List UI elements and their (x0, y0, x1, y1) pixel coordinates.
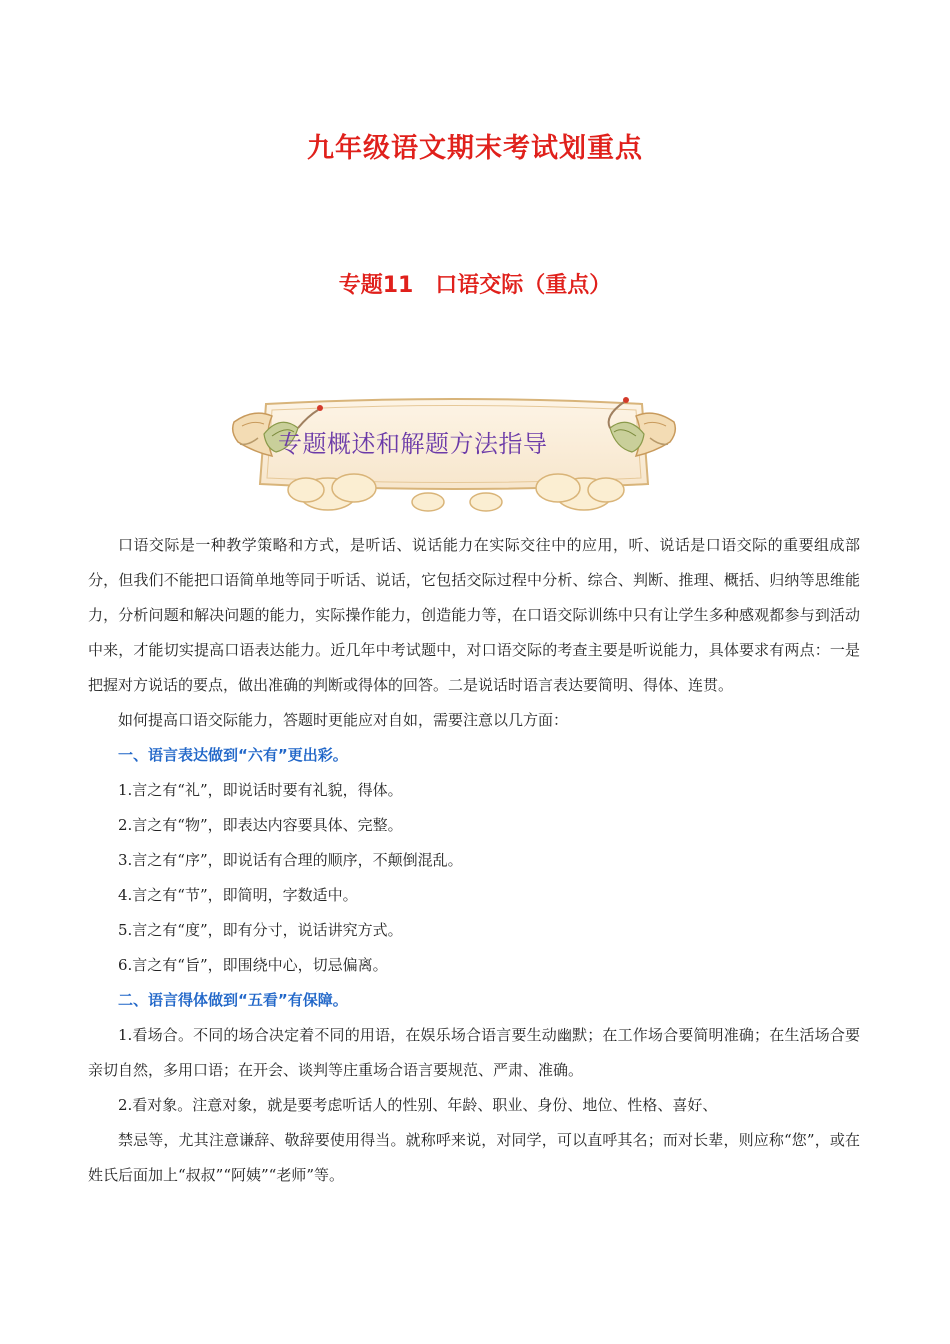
section-banner (228, 386, 680, 518)
section2-item-1: 1.看场合。不同的场合决定着不同的用语，在娱乐场合语言要生动幽默；在工作场合要简明准确；在生活场合要亲切自然，多用口语；在开会、谈判等庄重场合语言要规范、严肃、准确。 (88, 1026, 860, 1079)
topic-title: 专题11 口语交际（重点） (338, 273, 612, 298)
document-body (88, 528, 860, 1193)
section-heading-1: 一、语言表达做到“六有”更出彩。 (118, 746, 348, 764)
section2-item-2-line1: 2.看对象。注意对象，就是要考虑听话人的性别、年龄、职业、身份、地位、性格、喜好、 (118, 1096, 718, 1114)
list-item: 2.言之有“物”，即表达内容要具体、完整。 (118, 816, 403, 834)
section2-item-2-line2: 禁忌等，尤其注意谦辞、敬辞要使用得当。就称呼来说，对同学，可以直呼其名；而对长辈，则应称“您”，或在姓氏后面加上“叔叔”“阿姨”“老师”等。 (88, 1131, 860, 1184)
list-item: 5.言之有“度”，即有分寸，说话讲究方式。 (118, 921, 403, 939)
section-heading-2: 二、语言得体做到“五看”有保障。 (118, 991, 348, 1009)
list-item: 6.言之有“旨”，即围绕中心，切忌偏离。 (118, 956, 388, 974)
lead-paragraph: 如何提高口语交际能力，答题时更能应对自如，需要注意以几方面： (118, 711, 569, 729)
list-item: 4.言之有“节”，即简明，字数适中。 (118, 886, 358, 904)
list-item: 3.言之有“序”，即说话有合理的顺序，不颠倒混乱。 (118, 851, 463, 869)
intro-paragraph: 口语交际是一种教学策略和方式，是听话、说话能力在实际交往中的应用，听、说话是口语交际的重要组成部分，但我们不能把口语简单地等同于听话、说话，它包括交际过程中分析、综合、判断、推理、概括、归纳等思维能力，分析问题和解决问题的能力，实际操作能力，创造能力等，在口语交际训练中只有让学生多种感观都参与到活动中来，才能切实提高口语表达能力。近几年中考试题中，对口语交际的考查主要是听说能力，具体要求有两点：一是把握对方说话的要点，做出准确的判断或得体的回答。二是说话时语言表达要简明、得体、连贯。 (88, 536, 860, 694)
document-title: 九年级语文期末考试划重点 (307, 133, 643, 164)
banner-label: 专题概述和解题方法指导 (278, 430, 548, 458)
list-item: 1.言之有“礼”，即说话时要有礼貌，得体。 (118, 781, 403, 799)
